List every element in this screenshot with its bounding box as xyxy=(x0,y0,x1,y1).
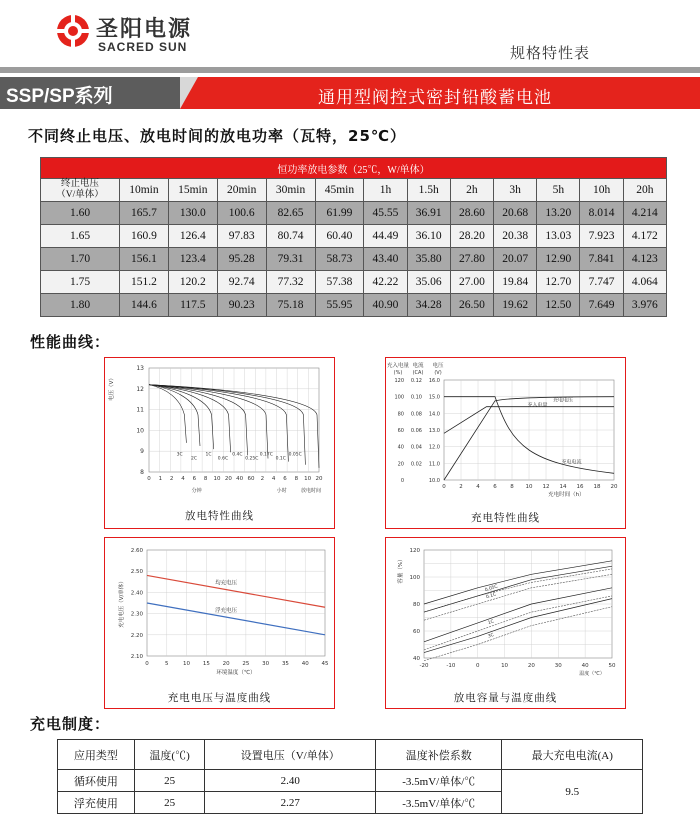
power-value-cell: 13.03 xyxy=(537,225,580,248)
y-tick-label: 10.0 xyxy=(428,478,440,484)
end-voltage-cell: 1.75 xyxy=(41,271,120,294)
x-axis-label: 环境温度（℃） xyxy=(216,670,256,676)
x-tick-label: 4 xyxy=(271,476,276,482)
power-value-cell: 35.80 xyxy=(407,248,450,271)
table-cell: 25 xyxy=(134,792,205,814)
column-header: 2h xyxy=(450,179,493,202)
end-voltage-cell: 1.65 xyxy=(41,225,120,248)
column-header: 1h xyxy=(364,179,407,202)
power-value-cell: 7.747 xyxy=(580,271,623,294)
x-tick-label: 12 xyxy=(542,484,550,490)
header-cell: 温度(℃) xyxy=(134,740,205,770)
axis-header: 充入电量 xyxy=(386,363,410,369)
power-value-cell: 43.40 xyxy=(364,248,407,271)
table-row xyxy=(41,225,667,248)
x-tick-label: 4 xyxy=(181,476,185,482)
x-tick-label: 20 xyxy=(224,476,232,482)
column-header: 20h xyxy=(623,179,666,202)
y-tick-label: 100 xyxy=(409,575,420,581)
power-value-cell: 126.4 xyxy=(168,225,217,248)
x-tick-label: 10 xyxy=(304,476,312,482)
header-cell: 最大充电电流(A) xyxy=(502,740,643,770)
x-tick-label: 50 xyxy=(608,663,616,669)
y-tick-label: 0.10 xyxy=(410,394,422,401)
sacred-sun-logo-icon xyxy=(56,14,90,48)
power-value-cell: 82.65 xyxy=(266,202,315,225)
x-tick-label: 6 xyxy=(283,476,287,482)
x-tick-label: 40 xyxy=(301,661,309,667)
y-tick-label: 0.06 xyxy=(410,428,422,434)
x-tick-label: 10 xyxy=(213,476,221,482)
power-value-cell: 13.20 xyxy=(537,202,580,225)
y-axis-label: 充电电压（V/单体） xyxy=(119,578,125,628)
x-tick-label: 10 xyxy=(525,484,533,490)
x-tick-label: 0 xyxy=(147,476,151,482)
table-cell: 2.27 xyxy=(205,792,376,814)
x-tick-label: 8 xyxy=(203,476,208,482)
x-tick-label: 6 xyxy=(493,484,497,490)
power-value-cell: 28.60 xyxy=(450,202,493,225)
y-tick-label: 2.40 xyxy=(130,590,143,597)
power-value-cell: 117.5 xyxy=(168,294,217,317)
x-tick-label: 40 xyxy=(236,476,244,482)
header-divider xyxy=(0,67,700,73)
power-value-cell: 4.123 xyxy=(623,248,666,271)
x-axis-label: 充电时间（h） xyxy=(548,492,585,498)
power-value-cell: 42.22 xyxy=(364,271,407,294)
power-value-cell: 79.31 xyxy=(266,248,315,271)
x-tick-label: 2 xyxy=(169,476,174,482)
x-tick-label: 40 xyxy=(581,663,589,669)
table-cell: -3.5mV/单体/℃ xyxy=(376,770,502,792)
table-row xyxy=(41,248,667,271)
power-value-cell: 36.10 xyxy=(407,225,450,248)
power-value-cell: 80.74 xyxy=(266,225,315,248)
curve-label: 2C xyxy=(191,456,198,462)
column-header: 3h xyxy=(494,179,537,202)
y-tick-label: 2.20 xyxy=(130,632,143,639)
power-value-cell: 156.1 xyxy=(120,248,169,271)
curve-label: 0.4C xyxy=(232,452,243,458)
power-value-cell: 100.6 xyxy=(217,202,266,225)
y-tick-label: 40 xyxy=(397,444,404,451)
header-cell: 温度补偿系数 xyxy=(376,740,502,770)
legend-label: 充电电压 xyxy=(552,397,574,404)
power-value-cell: 20.68 xyxy=(494,202,537,225)
capacity-temp-chart xyxy=(386,538,625,688)
x-tick-label: 60 xyxy=(247,476,255,482)
y-tick-label: 0.12 xyxy=(410,378,422,384)
curves-heading: 性能曲线： xyxy=(30,333,111,351)
power-value-cell: 151.2 xyxy=(120,271,169,294)
power-value-cell: 8.014 xyxy=(580,202,623,225)
power-value-cell: 28.20 xyxy=(450,225,493,248)
curve-label: 0.05C xyxy=(288,452,302,458)
y-tick-label: 100 xyxy=(394,394,404,401)
power-value-cell: 144.6 xyxy=(120,294,169,317)
power-value-cell: 26.50 xyxy=(450,294,493,317)
table-caption: 恒功率放电参数（25℃，W/单体） xyxy=(41,158,667,179)
table-row xyxy=(41,294,667,317)
power-value-cell: 4.064 xyxy=(623,271,666,294)
curve-label: 0.1C xyxy=(275,456,286,462)
column-header: 30min xyxy=(266,179,315,202)
x-tick-label: 10 xyxy=(501,663,509,669)
power-value-cell: 60.40 xyxy=(315,225,364,248)
y-tick-label: 80 xyxy=(413,602,420,608)
charge-voltage-temp-chart xyxy=(105,538,334,688)
y-tick-label: 12 xyxy=(136,385,144,393)
chart-title: 放电容量与温度曲线 xyxy=(453,692,558,704)
charge-voltage-temp-panel xyxy=(104,537,335,709)
column-header: 10min xyxy=(120,179,169,202)
power-value-cell: 130.0 xyxy=(168,202,217,225)
power-value-cell: 27.00 xyxy=(450,271,493,294)
curve-label: 0.6C xyxy=(217,456,229,462)
y-tick-label: 120 xyxy=(394,378,404,384)
power-value-cell: 77.32 xyxy=(266,271,315,294)
spec-sheet-title: 规格特性表 xyxy=(510,44,591,62)
x-tick-label: 0 xyxy=(442,484,446,490)
curve-label: 0.17C xyxy=(259,452,273,458)
power-value-cell: 4.172 xyxy=(623,225,666,248)
y-axis-label: 电压（V） xyxy=(109,375,115,401)
x-tick-label: 5 xyxy=(165,661,169,667)
power-value-cell: 19.62 xyxy=(494,294,537,317)
discharge-curve-chart xyxy=(105,358,334,508)
column-header: 15min xyxy=(168,179,217,202)
x-tick-label: 35 xyxy=(281,661,289,667)
column-header: 45min xyxy=(315,179,364,202)
legend-label: 充电电流 xyxy=(561,459,582,466)
power-value-cell: 120.2 xyxy=(168,271,217,294)
discharge-table-heading: 不同终止电压、放电时间的放电功率（瓦特，25℃） xyxy=(28,127,407,145)
power-value-cell: 12.70 xyxy=(537,271,580,294)
row-header-cell xyxy=(41,179,120,202)
end-voltage-cell: 1.70 xyxy=(41,248,120,271)
curve-label: 0.1C xyxy=(485,592,497,601)
x-tick-label: 6 xyxy=(192,476,197,482)
curve-label: 0.05C xyxy=(484,584,499,594)
legend-label: 充入电量 xyxy=(527,402,548,409)
power-value-cell: 7.649 xyxy=(580,294,623,317)
max-current-cell: 9.5 xyxy=(502,770,643,814)
chart-title: 充电特性曲线 xyxy=(471,512,540,524)
power-value-cell: 40.90 xyxy=(364,294,407,317)
power-value-cell: 55.95 xyxy=(315,294,364,317)
header-cell: 设置电压（V/单体） xyxy=(205,740,376,770)
x-tick-label: 0 xyxy=(145,661,149,667)
column-header: 1.5h xyxy=(407,179,450,202)
x-tick-label: 2 xyxy=(459,484,463,490)
table-cell: 25 xyxy=(134,770,205,792)
y-tick-label: 0.04 xyxy=(410,444,422,451)
x-tick-label: 25 xyxy=(242,661,250,667)
power-value-cell: 20.38 xyxy=(494,225,537,248)
capacity-temp-panel xyxy=(385,537,626,709)
chart-title: 充电电压与温度曲线 xyxy=(167,692,272,704)
charging-regime-table xyxy=(57,739,643,814)
series-label: 均充电压 xyxy=(215,580,238,587)
x-tick-label: 30 xyxy=(554,663,562,669)
power-value-cell: 75.18 xyxy=(266,294,315,317)
table-cell: 循环使用 xyxy=(58,770,135,792)
power-value-cell: 34.28 xyxy=(407,294,450,317)
table-cell: 浮充使用 xyxy=(58,792,135,814)
x-tick-label: 10 xyxy=(183,661,191,667)
power-value-cell: 61.99 xyxy=(315,202,364,225)
power-value-cell: 12.50 xyxy=(537,294,580,317)
charge-curve-panel xyxy=(385,357,626,529)
power-value-cell: 35.06 xyxy=(407,271,450,294)
x-unit-label: 分钟 xyxy=(191,488,202,494)
x-tick-label: 8 xyxy=(294,476,299,482)
y-tick-label: 60 xyxy=(397,428,404,434)
power-value-cell: 97.83 xyxy=(217,225,266,248)
axis-header: 电流 xyxy=(412,363,424,369)
power-value-cell: 165.7 xyxy=(120,202,169,225)
power-value-cell: 95.28 xyxy=(217,248,266,271)
x-tick-label: 0 xyxy=(475,663,480,669)
charge-curve-chart xyxy=(386,358,625,508)
power-value-cell: 45.55 xyxy=(364,202,407,225)
x-tick-label: 16 xyxy=(576,484,584,490)
power-value-cell: 4.214 xyxy=(623,202,666,225)
row-header-line1: 终止电压 xyxy=(60,179,99,189)
power-value-cell: 27.80 xyxy=(450,248,493,271)
curve-label: 0.25C xyxy=(245,456,259,462)
table-row xyxy=(41,271,667,294)
power-value-cell: 160.9 xyxy=(120,225,169,248)
brand-name-cn: 圣阳电源 xyxy=(96,17,193,42)
x-tick-label: 45 xyxy=(321,661,329,667)
x-tick-label: -10 xyxy=(446,663,456,669)
x-axis-label: 温度（℃） xyxy=(579,671,605,677)
header-cell: 应用类型 xyxy=(58,740,135,770)
series-name: SSP/SP系列 xyxy=(6,86,113,107)
y-tick-label: 14.0 xyxy=(428,411,440,418)
column-header: 20min xyxy=(217,179,266,202)
charging-table-heading: 充电制度： xyxy=(30,715,111,733)
y-tick-label: 80 xyxy=(397,411,404,418)
axis-unit: (CA) xyxy=(412,370,424,376)
x-axis-label: 放电时间 xyxy=(300,488,322,494)
y-tick-label: 15.0 xyxy=(428,394,440,401)
x-tick-label: 20 xyxy=(222,661,230,667)
discharge-curve-panel xyxy=(104,357,335,529)
power-value-cell: 92.74 xyxy=(217,271,266,294)
curve-label: 1C xyxy=(205,452,212,458)
y-tick-label: 9 xyxy=(140,448,144,456)
y-tick-label: 11.0 xyxy=(428,461,440,468)
axis-unit: (%) xyxy=(393,370,403,376)
y-tick-label: 8 xyxy=(140,469,144,476)
y-tick-label: 16.0 xyxy=(428,378,440,384)
x-tick-label: 20 xyxy=(527,663,535,669)
power-value-cell: 7.923 xyxy=(580,225,623,248)
power-value-cell: 19.84 xyxy=(494,271,537,294)
y-tick-label: 60 xyxy=(413,629,420,635)
x-tick-label: 20 xyxy=(610,484,618,490)
x-tick-label: 18 xyxy=(593,484,601,490)
power-value-cell: 123.4 xyxy=(168,248,217,271)
x-tick-label: 14 xyxy=(559,484,567,490)
row-header-line2: （V/单体） xyxy=(56,190,104,200)
x-tick-label: 4 xyxy=(476,484,480,490)
y-axis-label: 容量（%） xyxy=(398,556,404,584)
x-tick-label: 20 xyxy=(315,476,323,482)
y-tick-label: 0.08 xyxy=(410,411,422,418)
power-value-cell: 7.841 xyxy=(580,248,623,271)
y-tick-label: 2.30 xyxy=(130,611,143,618)
y-tick-label: 11 xyxy=(136,406,144,414)
curve-label: 3C xyxy=(176,452,183,458)
y-tick-label: 20 xyxy=(397,461,404,468)
y-tick-label: 13 xyxy=(136,365,144,372)
y-tick-label: 40 xyxy=(413,656,420,662)
power-value-cell: 57.38 xyxy=(315,271,364,294)
y-tick-label: 0.02 xyxy=(410,461,422,468)
end-voltage-cell: 1.80 xyxy=(41,294,120,317)
column-header: 5h xyxy=(537,179,580,202)
power-value-cell: 3.976 xyxy=(623,294,666,317)
table-cell: -3.5mV/单体/℃ xyxy=(376,792,502,814)
series-label: 浮充电压 xyxy=(215,608,238,615)
y-tick-label: 0 xyxy=(400,478,404,484)
chart-title: 放电特性曲线 xyxy=(185,510,254,522)
power-value-cell: 12.90 xyxy=(537,248,580,271)
y-tick-label: 2.10 xyxy=(130,654,143,660)
discharge-power-table xyxy=(40,157,667,317)
x-unit-label: 小时 xyxy=(276,488,287,494)
brand-name-en: SACRED SUN xyxy=(98,40,188,54)
x-tick-label: 2 xyxy=(260,476,265,482)
x-tick-label: 30 xyxy=(262,661,270,667)
x-tick-label: 8 xyxy=(510,484,514,490)
curve-label: 1C xyxy=(487,619,495,626)
y-tick-label: 2.50 xyxy=(130,569,143,576)
y-tick-label: 13.0 xyxy=(428,428,440,434)
y-tick-label: 12.0 xyxy=(428,444,440,451)
x-tick-label: 15 xyxy=(202,661,210,667)
y-tick-label: 2.60 xyxy=(130,548,143,554)
power-value-cell: 58.73 xyxy=(315,248,364,271)
x-tick-label: 1 xyxy=(158,476,163,482)
curve-label: 3C xyxy=(487,632,495,640)
power-value-cell: 44.49 xyxy=(364,225,407,248)
table-cell: 2.40 xyxy=(205,770,376,792)
end-voltage-cell: 1.60 xyxy=(41,202,120,225)
column-header: 10h xyxy=(580,179,623,202)
series-subtitle: 通用型阀控式密封铅酸蓄电池 xyxy=(318,88,552,108)
x-tick-label: -20 xyxy=(419,663,429,669)
table-row xyxy=(41,202,667,225)
axis-unit: (V) xyxy=(434,370,442,376)
power-value-cell: 20.07 xyxy=(494,248,537,271)
y-tick-label: 10 xyxy=(136,427,144,435)
axis-header: 电压 xyxy=(432,363,444,369)
y-tick-label: 120 xyxy=(409,548,420,554)
power-value-cell: 90.23 xyxy=(217,294,266,317)
power-value-cell: 36.91 xyxy=(407,202,450,225)
